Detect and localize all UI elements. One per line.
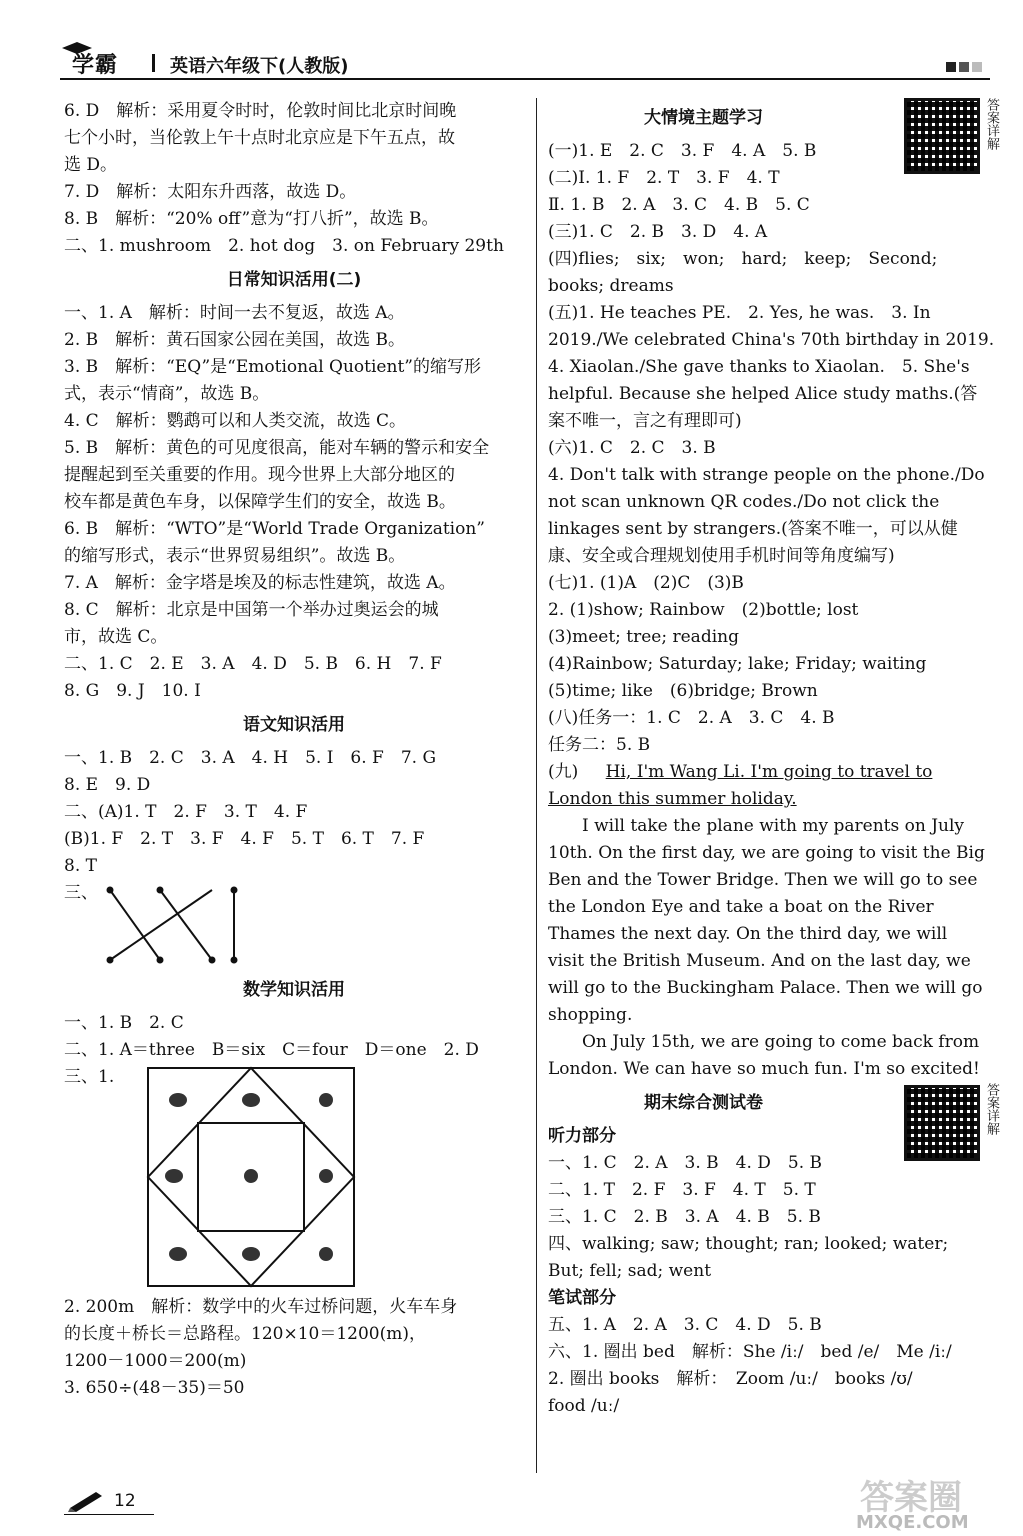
answer-line: (3)meet; tree; reading bbox=[548, 627, 739, 647]
essay-line: shopping. bbox=[548, 1005, 633, 1025]
answer-line: But; fell; sad; went bbox=[548, 1261, 712, 1281]
essay-first-line bbox=[548, 759, 1006, 786]
answer-line: 任务二：5. B bbox=[548, 735, 651, 755]
essay-line: On July 15th, we are going to come back from bbox=[582, 1032, 980, 1052]
answer-line: 7. A 解析：金字塔是埃及的标志性建筑，故选 A。 bbox=[64, 573, 456, 593]
essay-line: visit the British Museum. And on the last day, we bbox=[548, 951, 971, 971]
answer-line: 4. Don't talk with strange people on the phone./Do bbox=[548, 465, 985, 485]
watermark-url: MXQE.COM bbox=[856, 1512, 969, 1533]
qr-label: 答案详解 bbox=[984, 98, 999, 150]
header-separator bbox=[152, 54, 155, 72]
chinese-answers bbox=[64, 745, 524, 880]
answer-line: (一)1. E 2. C 3. F 4. A 5. B bbox=[548, 141, 817, 161]
answer-line: books; dreams bbox=[548, 276, 674, 296]
answer-line: 选 D。 bbox=[64, 155, 118, 175]
answer-line: 二、(A)1. T 2. F 3. T 4. F bbox=[64, 802, 308, 822]
math-answers bbox=[64, 1010, 524, 1064]
top-answers bbox=[64, 98, 524, 260]
answer-line: 四、walking; saw; thought; ran; looked; water; bbox=[548, 1234, 949, 1254]
answer-line: 三、1. C 2. B 3. A 4. B 5. B bbox=[548, 1207, 821, 1227]
section-title-theme: 大情境主题学习 bbox=[644, 108, 763, 128]
qr-code-icon[interactable] bbox=[904, 1085, 980, 1161]
essay-opening-cont: London this summer holiday. bbox=[548, 789, 797, 809]
page-header bbox=[60, 40, 990, 80]
essay-line: London. We can have so much fun. I'm so excited! bbox=[548, 1059, 980, 1079]
written-title: 笔试部分 bbox=[548, 1288, 616, 1308]
answer-line: 市，故选 C。 bbox=[64, 627, 168, 647]
answer-line: (七)1. (1)A (2)C (3)B bbox=[548, 573, 744, 593]
essay-line: Ben and the Tower Bridge. Then we will go to see bbox=[548, 870, 978, 890]
answer-line: 六、1. 圈出 bed 解析：She /iː/ bed /e/ Me /iː/ bbox=[548, 1342, 952, 1362]
matching-label: 三、 bbox=[64, 883, 98, 903]
watermark: 答案圈 bbox=[860, 1478, 962, 1518]
page-number: 12 bbox=[114, 1491, 136, 1511]
answer-line: 一、1. B 2. C 3. A 4. H 5. I 6. F 7. G bbox=[64, 748, 437, 768]
answer-line: 8. B 解析：“20% off”意为“打八折”，故选 B。 bbox=[64, 209, 439, 229]
answer-line: 康、安全或合理规划使用手机时间等角度编写) bbox=[548, 546, 895, 566]
answer-line: (四)flies; six; won; hard; keep; Second; bbox=[548, 249, 938, 269]
section-title-chinese: 语文知识活用 bbox=[243, 715, 345, 735]
answer-line: 校车都是黄色车身，以保障学生们的安全，故选 B。 bbox=[64, 492, 456, 512]
answer-line: 3. 650÷(48－35)＝50 bbox=[64, 1378, 245, 1398]
answer-line: (二)Ⅰ. 1. F 2. T 3. F 4. T bbox=[548, 168, 780, 188]
footer-rule bbox=[64, 1514, 154, 1515]
daily-answers bbox=[64, 300, 524, 705]
section-title-final: 期末综合测试卷 bbox=[644, 1093, 763, 1113]
answer-line: (三)1. C 2. B 3. D 4. A bbox=[548, 222, 768, 242]
qr-code-icon[interactable] bbox=[904, 98, 980, 174]
essay-opening: Hi, I'm Wang Li. I'm going to travel to bbox=[605, 762, 933, 782]
theme-answers bbox=[548, 138, 1006, 759]
answer-line: 一、1. B 2. C bbox=[64, 1013, 184, 1033]
answer-line: 式，表示“情商”，故选 B。 bbox=[64, 384, 270, 404]
answer-line: 2. (1)show; Rainbow (2)bottle; lost bbox=[548, 600, 859, 620]
answer-line: (4)Rainbow; Saturday; lake; Friday; waiting bbox=[548, 654, 927, 674]
essay-line: Thames the next day. On the third day, we will bbox=[548, 924, 948, 944]
final-section bbox=[548, 1083, 1006, 1420]
matching-lines bbox=[100, 880, 300, 970]
answer-line: 二、1. T 2. F 3. F 4. T 5. T bbox=[548, 1180, 816, 1200]
answer-line: linkages sent by strangers.(答案不唯一，可以从健 bbox=[548, 519, 958, 539]
essay-line: will go to the Buckingham Palace. Then we will go bbox=[548, 978, 983, 998]
answer-line: 2. 200m 解析：数学中的火车过桥问题，火车车身 bbox=[64, 1297, 458, 1317]
answer-line: 1200－1000＝200(m) bbox=[64, 1351, 247, 1371]
answer-line: 8. E 9. D bbox=[64, 775, 151, 795]
answer-line: 4. Xiaolan./She gave thanks to Xiaolan. 5. She's bbox=[548, 357, 970, 377]
answer-line: 7. D 解析：太阳东升西落，故选 D。 bbox=[64, 182, 357, 202]
pencil-icon bbox=[66, 1488, 106, 1512]
answer-line: 一、1. C 2. A 3. B 4. D 5. B bbox=[548, 1153, 823, 1173]
brand-logo: 学霸 bbox=[72, 53, 119, 78]
answer-line: 8. G 9. J 10. I bbox=[64, 681, 201, 701]
answer-line: 2. B 解析：黄石国家公园在美国，故选 B。 bbox=[64, 330, 406, 350]
answer-line: 一、1. A 解析：时间一去不复返，故选 A。 bbox=[64, 303, 405, 323]
section-title-math: 数学知识活用 bbox=[243, 980, 345, 1000]
answer-line: Ⅱ. 1. B 2. A 3. C 4. B 5. C bbox=[548, 195, 810, 215]
answer-line: 二、1. A＝three B＝six C＝four D＝one 2. D bbox=[64, 1040, 479, 1060]
answer-line: 2. 圈出 books 解析： Zoom /uː/ books /ʊ/ bbox=[548, 1369, 913, 1389]
answer-line: food /uː/ bbox=[548, 1396, 620, 1416]
diagram-label: 三、1. bbox=[64, 1067, 115, 1087]
answer-line: 案不唯一，言之有理即可) bbox=[548, 411, 742, 431]
essay-label: (九) bbox=[548, 762, 579, 782]
essay-line: 10th. On the first day, we are going to visit the Big bbox=[548, 843, 985, 863]
answer-line: 2019./We celebrated China's 70th birthday in 2019. bbox=[548, 330, 995, 350]
left-column bbox=[64, 98, 524, 1402]
answer-line: helpful. Because she helped Alice study maths.(答 bbox=[548, 384, 978, 404]
answer-line: (六)1. C 2. C 3. B bbox=[548, 438, 716, 458]
answer-line: 的长度＋桥长＝总路程。120×10＝1200(m)， bbox=[64, 1324, 426, 1344]
snail-icon bbox=[244, 1093, 333, 1261]
answer-line: 6. B 解析：“WTO”是“World Trade Organization” bbox=[64, 519, 485, 539]
qr-label: 答案详解 bbox=[984, 1083, 999, 1135]
answer-line: (B)1. F 2. T 3. F 4. F 5. T 6. T 7. F bbox=[64, 829, 425, 849]
section-title-daily: 日常知识活用(二) bbox=[226, 270, 362, 290]
square-diagram bbox=[64, 1064, 524, 1294]
essay-line: the London Eye and take a boat on the River bbox=[548, 897, 934, 917]
answer-line: 4. C 解析：鹦鹉可以和人类交流，故选 C。 bbox=[64, 411, 407, 431]
answer-line: 5. B 解析：黄色的可见度很高，能对车辆的警示和安全 bbox=[64, 438, 490, 458]
answer-line: (五)1. He teaches PE. 2. Yes, he was. 3. In bbox=[548, 303, 931, 323]
answer-line: 8. T bbox=[64, 856, 97, 876]
answer-line: 二、1. mushroom 2. hot dog 3. on February 29th bbox=[64, 236, 504, 256]
answer-line: 提醒起到至关重要的作用。现今世界上大部分地区的 bbox=[64, 465, 455, 485]
answer-line: 3. B 解析：“EQ”是“Emotional Quotient”的缩写形 bbox=[64, 357, 481, 377]
column-divider bbox=[536, 98, 537, 1473]
answer-line: not scan unknown QR codes./Do not click the bbox=[548, 492, 940, 512]
right-column bbox=[548, 98, 1006, 1420]
matching-diagram bbox=[64, 880, 524, 970]
answer-line: 七个小时，当伦敦上午十点时北京应是下午五点，故 bbox=[64, 128, 455, 148]
answer-line: 8. C 解析：北京是中国第一个举办过奥运会的城 bbox=[64, 600, 439, 620]
answer-line: 6. D 解析：采用夏令时时，伦敦时间比北京时间晚 bbox=[64, 101, 457, 121]
answer-line: 的缩写形式，表示“世界贸易组织”。故选 B。 bbox=[64, 546, 406, 566]
listening-title: 听力部分 bbox=[548, 1126, 616, 1146]
answer-line: (八)任务一：1. C 2. A 3. C 4. B bbox=[548, 708, 835, 728]
header-decoration bbox=[946, 62, 982, 72]
answer-line: 二、1. C 2. E 3. A 4. D 5. B 6. H 7. F bbox=[64, 654, 442, 674]
answer-line: 五、1. A 2. A 3. C 4. D 5. B bbox=[548, 1315, 822, 1335]
essay bbox=[548, 759, 1006, 1083]
book-title: 英语六年级下(人教版) bbox=[170, 56, 349, 77]
nested-squares-diagram bbox=[146, 1066, 356, 1290]
header-rule bbox=[60, 78, 990, 80]
math-answers-cont bbox=[64, 1294, 524, 1402]
essay-line: I will take the plane with my parents on July bbox=[582, 816, 965, 836]
answer-line: (5)time; like (6)bridge; Brown bbox=[548, 681, 818, 701]
